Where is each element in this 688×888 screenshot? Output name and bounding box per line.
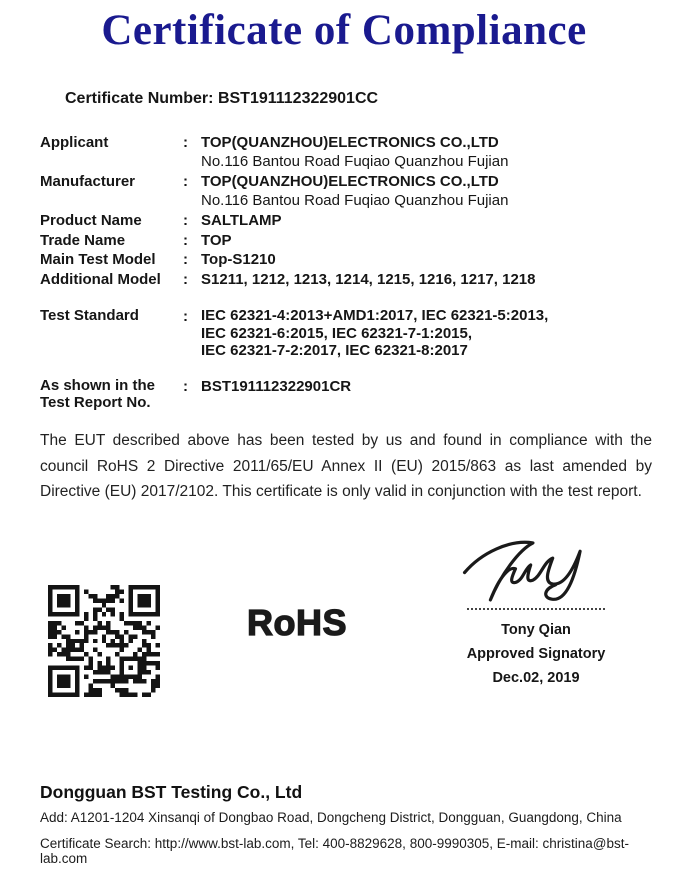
qr-code [48, 585, 160, 697]
info-row-manufacturer [40, 172, 652, 211]
additional-model-value: S1211, 1212, 1213, 1214, 1215, 1216, 1217, 1218 [201, 270, 536, 288]
product-name-label: Product Name [40, 212, 142, 229]
colon: : [183, 212, 188, 229]
info-row-applicant [40, 133, 652, 172]
test-standard-line: IEC 62321-7-2:2017, IEC 62321-8:2017 [201, 342, 468, 359]
trade-name-value: TOP [201, 231, 232, 249]
applicant-address: No.116 Bantou Road Fuqiao Quanzhou Fujian [201, 152, 509, 170]
info-row-product-name [40, 211, 652, 231]
manufacturer-value: TOP(QUANZHOU)ELECTRONICS CO.,LTD [201, 173, 499, 190]
info-table [40, 133, 652, 411]
info-row-test-standard [40, 307, 652, 360]
colon: : [183, 173, 188, 190]
test-report-value: BST191112322901CR [201, 377, 352, 395]
test-report-label-line2: Test Report No. [40, 393, 151, 411]
signature-dotted-line [467, 608, 605, 610]
main-test-model-label: Main Test Model [40, 251, 156, 268]
test-report-label-line1: As shown in the [40, 376, 156, 394]
test-standard-values [201, 307, 652, 360]
info-row-main-test-model [40, 250, 652, 270]
test-standard-label: Test Standard [40, 307, 139, 324]
colon: : [183, 377, 188, 395]
signature-icon [438, 530, 634, 606]
manufacturer-address: No.116 Bantou Road Fuqiao Quanzhou Fujian [201, 191, 509, 209]
test-standard-line: IEC 62321-6:2015, IEC 62321-7-1:2015, [201, 324, 473, 342]
qr-code-image [48, 585, 160, 697]
footer-contact: Certificate Search: http://www.bst-lab.com, Tel: 400-8829628, 800-9990305, E-mail: christina@bst-lab.com [40, 836, 629, 866]
colon: : [183, 270, 188, 288]
signatory-details [423, 618, 649, 690]
trade-name-label: Trade Name [40, 231, 126, 249]
colon: : [183, 308, 188, 325]
footer-company-name: Dongguan BST Testing Co., Ltd [40, 782, 303, 802]
rohs-mark: RoHS [247, 602, 347, 643]
applicant-value: TOP(QUANZHOU)ELECTRONICS CO.,LTD [201, 134, 499, 151]
signatory-title: Approved Signatory [466, 646, 606, 662]
info-row-trade-name [40, 231, 652, 251]
colon: : [183, 231, 188, 249]
test-standard-line: IEC 62321-4:2013+AMD1:2017, IEC 62321-5:2013, [201, 307, 549, 324]
certificate-number-value: BST191112322901CC [217, 90, 379, 107]
signature-date: Dec.02, 2019 [492, 670, 580, 686]
footer-address: Add: A1201-1204 Xinsanqi of Dongbao Road, Dongcheng District, Dongguan, Guangdong, China [40, 810, 622, 825]
signature-block [423, 530, 649, 690]
colon: : [183, 134, 188, 151]
certificate-number [65, 90, 378, 108]
test-report-label [40, 377, 183, 411]
colon: : [183, 251, 188, 268]
additional-model-label: Additional Model [40, 270, 161, 288]
main-test-model-value: Top-S1210 [201, 251, 276, 268]
signatory-name: Tony Qian [501, 622, 571, 638]
page-title: Certificate of Compliance [101, 7, 587, 54]
applicant-label: Applicant [40, 134, 109, 151]
compliance-statement: The EUT described above has been tested by us and found in compliance with the council RoHS 2 Directive 2011/65/EU Annex II (EU) 2015/863 as last amended by Directive (EU) 2017/2102. This certificate is only valid in conjunction with the test report. [40, 432, 652, 500]
info-row-test-report [40, 377, 652, 411]
product-name-value: SALTLAMP [201, 212, 282, 229]
info-row-additional-model [40, 270, 652, 290]
certificate-number-label: Certificate Number: [65, 90, 214, 107]
manufacturer-label: Manufacturer [40, 173, 136, 190]
